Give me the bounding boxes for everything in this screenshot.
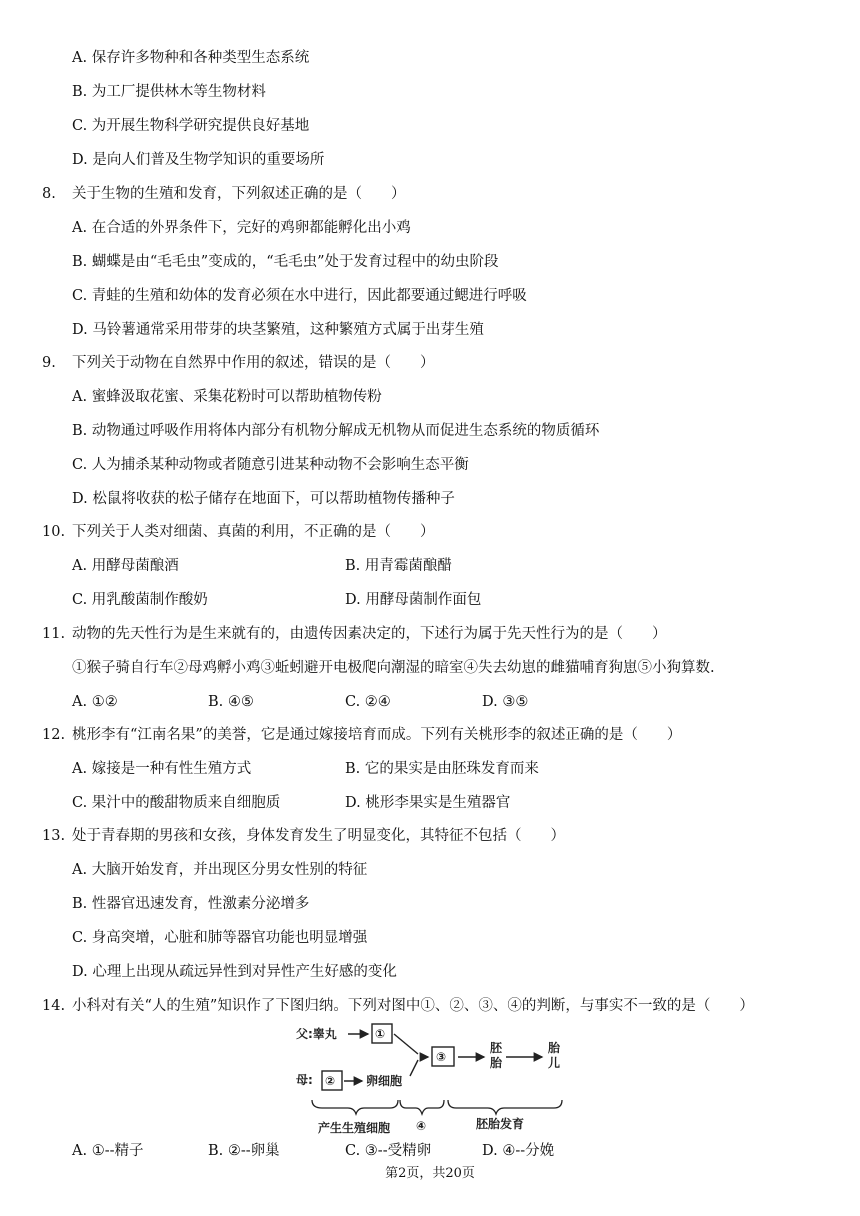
q8-option-d: D. 马铃薯通常采用带芽的块茎繁殖，这种繁殖方式属于出芽生殖 [72,322,484,338]
q11-stem [42,624,667,644]
question-text: 桃形李有“江南名果”的美誉，它是通过嫁接培育而成。下列有关桃形李的叙述正确的是（ ） [72,727,682,743]
q14-option-b: B. ②--卵巢 [208,1143,280,1159]
mother-label: 母: [296,1073,313,1087]
reproduction-diagram [292,1020,572,1138]
connector [410,1060,418,1076]
q12-option-d: D. 桃形李果实是生殖器官 [345,795,511,811]
q9-option-a: A. 蜜蜂汲取花蜜、采集花粉时可以帮助植物传粉 [72,389,382,405]
q12-stem [42,725,681,745]
q13-option-b: B. 性器官迅速发育，性激素分泌增多 [72,896,310,912]
q14-option-d: D. ④--分娩 [482,1143,555,1159]
q8-option-a: A. 在合适的外界条件下，完好的鸡卵都能孵化出小鸡 [72,220,411,236]
produce-germ-cells-label: 产生生殖细胞 [318,1121,391,1135]
question-text: 关于生物的生殖和发育，下列叙述正确的是（ ） [72,186,406,202]
q7-option-a: A. 保存许多物种和各种类型生态系统 [72,50,310,66]
question-number: 11. [42,626,66,642]
question-text: 动物的先天性行为是生来就有的，由遗传因素决定的，下述行为属于先天性行为的是（ ） [72,626,667,642]
q8-option-c: C. 青蛙的生殖和幼体的发育必须在水中进行，因此都要通过鳃进行呼吸 [72,288,527,304]
q9-stem [42,353,435,373]
q10-option-b: B. 用青霉菌酿醋 [345,558,452,574]
box-1-label: ① [375,1027,386,1041]
fetus-label-top: 胎 [548,1041,561,1055]
question-number: 12. [42,727,66,743]
question-text: 下列关于动物在自然界中作用的叙述，错误的是（ ） [72,355,435,371]
q9-option-b: B. 动物通过呼吸作用将体内部分有机物分解成无机物从而促进生态系统的物质循环 [72,423,600,439]
question-number: 14. [42,998,66,1014]
egg-cell-label: 卵细胞 [366,1074,403,1088]
father-testis-label: 父:睾丸 [296,1027,337,1041]
q10-stem [42,522,435,542]
connector [394,1034,418,1054]
question-text: 小科对有关“人的生殖”知识作了下图归纳。下列对图中①、②、③、④的判断，与事实不一致的是（ ） [72,998,754,1014]
q13-option-d: D. 心理上出现从疏远异性到对异性产生好感的变化 [72,964,397,980]
question-text: 下列关于人类对细菌、真菌的利用，不正确的是（ ） [72,524,435,540]
embryo-label-bottom: 胎 [490,1056,503,1070]
q8-option-b: B. 蝴蝶是由“毛毛虫”变成的，“毛毛虫”处于发育过程中的幼虫阶段 [72,254,499,270]
q9-option-c: C. 人为捕杀某种动物或者随意引进某种动物不会影响生态平衡 [72,457,469,473]
question-number: 10. [42,524,66,540]
q8-stem [42,184,406,204]
question-text: 处于青春期的男孩和女孩，身体发育发生了明显变化，其特征不包括（ ） [72,828,565,844]
q7-option-b: B. 为工厂提供林木等生物材料 [72,84,266,100]
box-2-label: ② [325,1074,336,1088]
brace-4 [400,1100,444,1114]
q10-option-d: D. 用酵母菌制作面包 [345,592,482,608]
q10-option-c: C. 用乳酸菌制作酸奶 [72,592,208,608]
q11-option-c: C. ②④ [345,694,391,710]
q11-sub-items: ①猴子骑自行车②母鸡孵小鸡③蚯蚓避开电极爬向潮湿的暗室④失去幼崽的雌猫哺育狗崽⑤小狗算数. [72,660,715,676]
embryo-development-label: 胚胎发育 [476,1117,525,1131]
label-4: ④ [416,1119,427,1133]
q14-option-a: A. ①--精子 [72,1143,144,1159]
q9-option-d: D. 松鼠将收获的松子储存在地面下，可以帮助植物传播种子 [72,491,455,507]
box-3-label: ③ [436,1050,447,1064]
question-number: 13. [42,828,66,844]
q14-option-c: C. ③--受精卵 [345,1143,432,1159]
q12-option-b: B. 它的果实是由胚珠发育而来 [345,761,539,777]
q12-option-a: A. 嫁接是一种有性生殖方式 [72,761,252,777]
brace-cells [312,1100,398,1114]
question-number: 8. [42,186,56,202]
q11-option-d: D. ③⑤ [482,694,529,710]
q11-option-a: A. ①② [72,694,118,710]
brace-development [448,1100,562,1114]
q7-option-d: D. 是向人们普及生物学知识的重要场所 [72,152,325,168]
page-footer: 第2页，共20页 [385,1166,475,1181]
q13-option-c: C. 身高突增，心脏和肺等器官功能也明显增强 [72,930,368,946]
fetus-label-bottom: 儿 [548,1056,561,1070]
q12-option-c: C. 果汁中的酸甜物质来自细胞质 [72,795,281,811]
q13-option-a: A. 大脑开始发育，并出现区分男女性别的特征 [72,862,368,878]
q13-stem [42,826,565,846]
q10-option-a: A. 用酵母菌酿酒 [72,558,179,574]
q11-option-b: B. ④⑤ [208,694,254,710]
embryo-label-top: 胚 [490,1041,503,1055]
q14-stem [42,996,754,1016]
q7-option-c: C. 为开展生物科学研究提供良好基地 [72,118,310,134]
question-number: 9. [42,355,56,371]
